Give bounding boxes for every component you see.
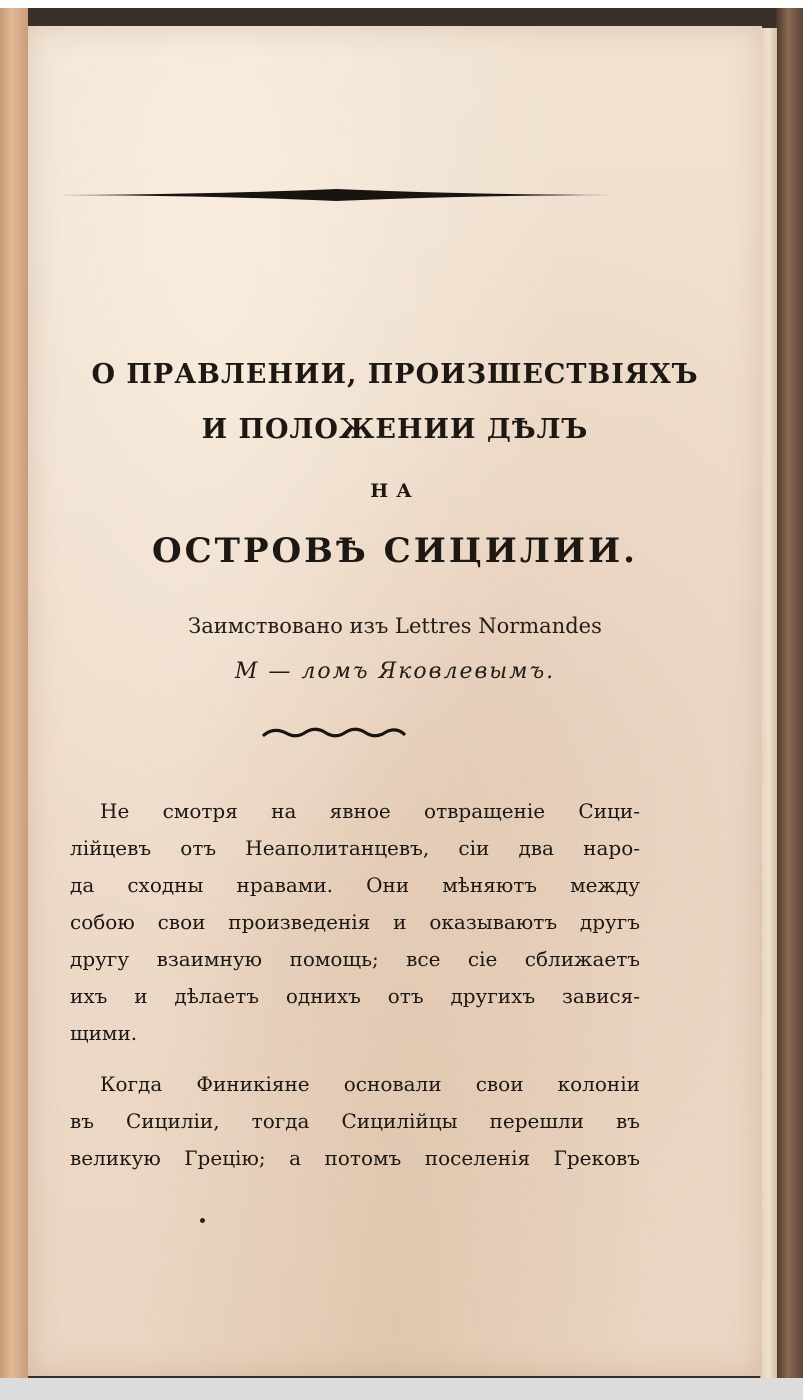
spine-strip	[760, 28, 777, 1378]
paragraph-2-line-2: въ Сициліи, тогда Сицилійцы перешли въ	[70, 1109, 640, 1133]
translator-line: М — ломъ Яковлевымъ.	[234, 659, 556, 684]
scanned-page	[0, 8, 803, 1378]
source-line: Заимствовано изъ Lettres Normandes	[188, 614, 602, 638]
ornament-divider	[260, 723, 408, 743]
paragraph-1-line-3: да сходны нравами. Они мѣняютъ между	[70, 873, 640, 897]
paragraph-2	[70, 1066, 640, 1177]
paragraph-2-line-1: Когда Финикіяне основали свои колоніи	[100, 1072, 640, 1096]
paragraph-1-line-4: собою свои произведенія и оказываютъ другъ	[70, 910, 640, 934]
title-line-3: НА	[370, 480, 420, 502]
paragraph-1-line-2: лійцевъ отъ Неаполитанцевъ, сіи два наро-	[70, 836, 640, 860]
title-line-2: И ПОЛОЖЕНИИ ДѢЛЪ	[201, 414, 589, 445]
paragraph-2-line-3: великую Грецію; а потомъ поселенія Грековъ	[70, 1146, 640, 1170]
title-line-4: ОСТРОВѢ СИЦИЛИИ.	[152, 531, 638, 571]
bottom-margin	[0, 1378, 803, 1400]
title-line-1: О ПРАВЛЕНИИ, ПРОИЗШЕСТВІЯХЪ	[91, 359, 699, 390]
paragraph-1-line-1: Не смотря на явное отвращеніе Сици-	[100, 799, 640, 823]
page-sheet	[28, 26, 762, 1376]
paragraph-1	[70, 793, 640, 1052]
header-rule	[58, 188, 614, 202]
top-margin	[0, 0, 803, 8]
left-page-edge	[0, 8, 28, 1378]
paragraph-1-line-7: щими.	[70, 1021, 138, 1045]
paragraph-1-line-6: ихъ и дѣлаетъ однихъ отъ другихъ завися-	[70, 984, 640, 1008]
binding-edge	[776, 8, 803, 1378]
ink-speck	[200, 1218, 205, 1223]
paragraph-1-line-5: другу взаимную помощь; все сіе сближаетъ	[70, 947, 640, 971]
